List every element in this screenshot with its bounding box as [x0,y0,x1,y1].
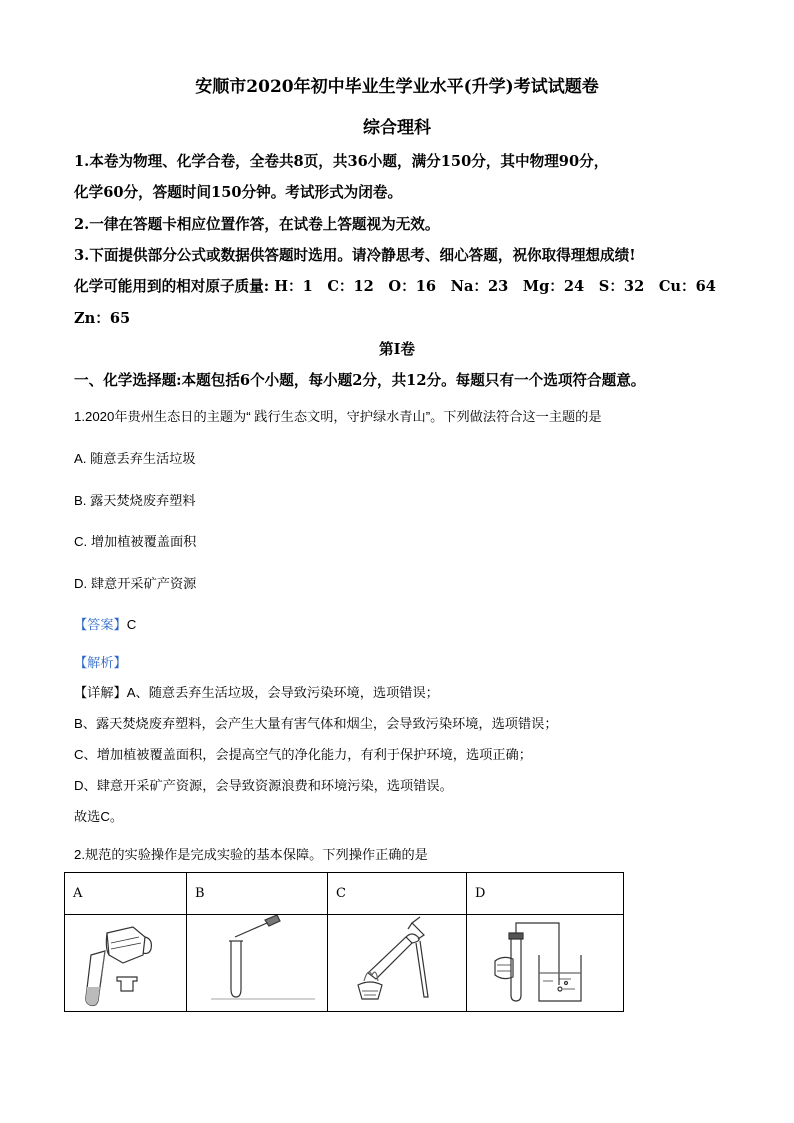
table-header-cell [328,873,467,915]
analysis-label: 【解析】 [74,655,127,670]
image-cell-a [65,915,187,1012]
instruction-line-1: 1.本卷为物理、化学合卷，全卷共8页，共36小题，满分150分，其中物理90分， [74,153,609,170]
image-cell-b [187,915,328,1012]
q1-analysis-line-1 [74,682,439,701]
header-label-b: B [195,886,205,901]
section-heading: 一、化学选择题:本题包括6个小题，每小题2分，共12分。每题只有一个选项符合题意。 [74,372,646,389]
heating-illustration [328,915,466,1007]
table-image-row [65,915,624,1012]
question-1-stem: 1.2020年贵州生态日的主题为“ 践行生态文明，守护绿水青山”。下列做法符合这一主题的是 [74,409,602,424]
q1-option-b: B. 露天焚烧废弃塑料 [74,493,196,508]
q1-analysis-heading [74,652,127,671]
q1-conclusion: 故选C。 [74,809,124,824]
q1-option-c: C. 增加植被覆盖面积 [74,534,197,549]
q1-analysis-line-3: C、增加植被覆盖面积，会提高空气的净化能力，有利于保护环境，选项正确； [74,747,532,762]
instruction-line-3: 2.一律在答题卡相应位置作答，在试卷上答题视为无效。 [74,216,440,233]
q1-option-d: D. 肆意开采矿产资源 [74,576,197,591]
atomic-mass-line-1: 化学可能用到的相对原子质量: H：1 C：12 O：16 Na：23 Mg：24 S：32 Cu：64 [74,278,716,295]
answer-label: 【答案】 [74,617,127,632]
table-header-cell [187,873,328,915]
detail-label: 【详解】 [74,685,127,700]
dropper-illustration [187,915,327,1007]
instruction-line-2: 化学60分，答题时间150分钟。考试形式为闭卷。 [74,184,403,201]
analysis-text: A、随意丢弃生活垃圾，会导致污染环境，选项错误； [126,685,439,700]
table-header-cell [65,873,187,915]
q1-analysis-line-4: D、肆意开采矿产资源，会导致资源浪费和环境污染，选项错误。 [74,778,453,793]
pouring-liquid-illustration [65,915,186,1007]
instruction-line-4: 3.下面提供部分公式或数据供答题时选用。请冷静思考、细心答题，祝你取得理想成绩! [74,247,636,264]
header-label-c: C [336,886,346,901]
exam-subtitle: 综合理科 [363,118,431,138]
answer-value: C [126,617,137,632]
q1-answer [74,614,136,633]
question-2-stem: 2.规范的实验操作是完成实验的基本保障。下列操作正确的是 [74,847,428,862]
exam-title: 安顺市2020年初中毕业生学业水平(升学)考试试题卷 [195,77,599,97]
airtightness-illustration [467,915,623,1007]
q1-option-a: A. 随意丢弃生活垃圾 [74,451,196,466]
table-header-row [65,873,624,915]
image-cell-c [328,915,467,1012]
image-cell-d [467,915,624,1012]
header-label-d: D [475,886,486,901]
q1-analysis-line-2: B、露天焚烧废弃塑料，会产生大量有害气体和烟尘，会导致污染环境，选项错误； [74,716,558,731]
atomic-mass-line-2: Zn：65 [74,310,131,327]
volume-heading: 第Ⅰ卷 [378,341,415,358]
header-label-a: A [73,886,83,901]
q2-options-table [64,872,624,1012]
table-header-cell [467,873,624,915]
